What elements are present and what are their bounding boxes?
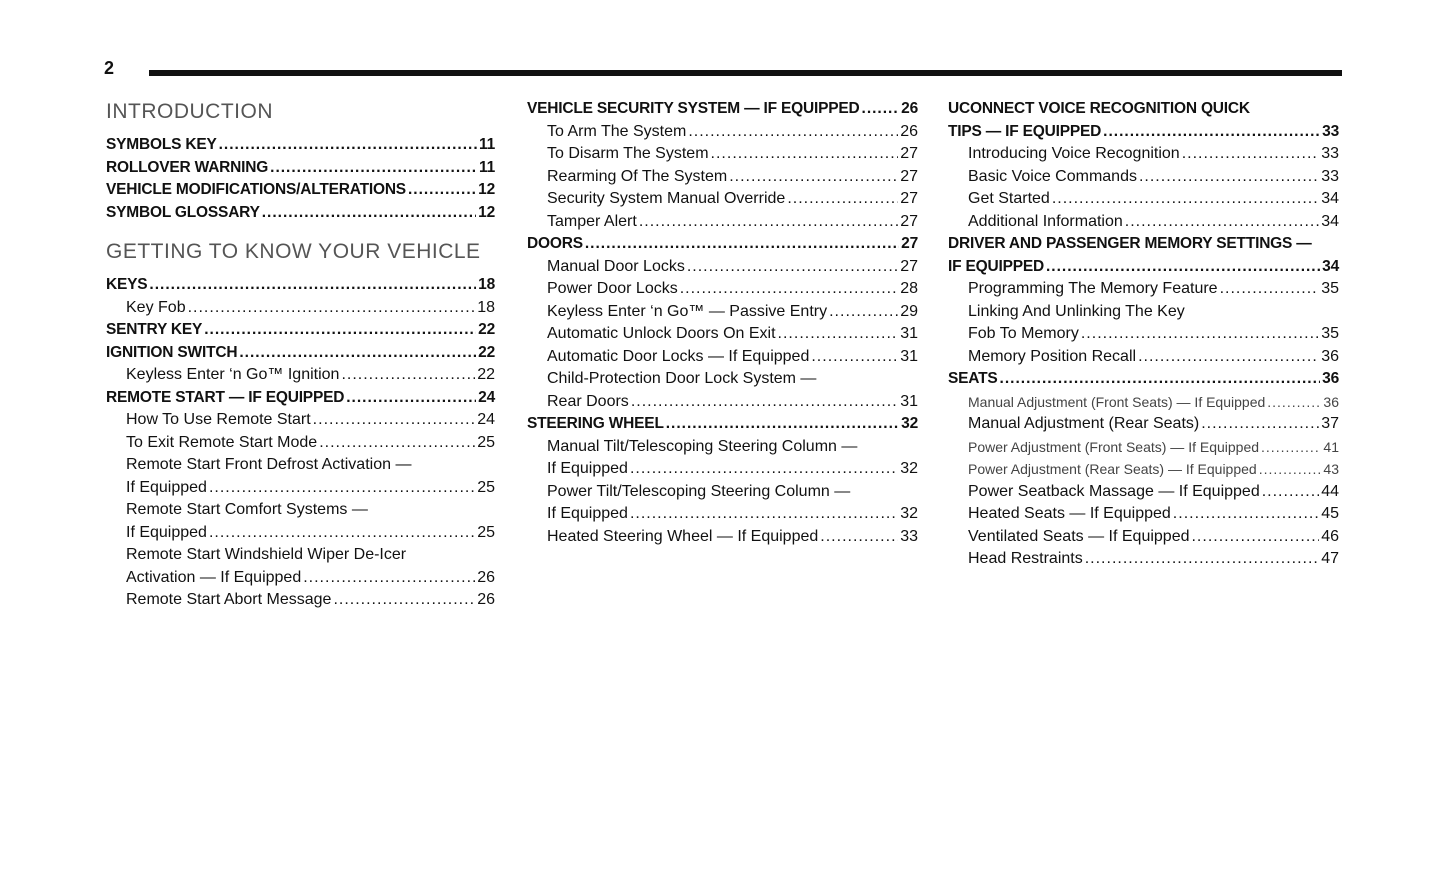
toc-entry-title: Keyless Enter ‘n Go™ Ignition [126, 366, 340, 383]
toc-entry-page: 22 [478, 321, 495, 338]
toc-entry-page: 26 [477, 568, 495, 586]
dot-leader [219, 134, 477, 157]
dot-leader [188, 297, 476, 320]
toc-entry-page: 12 [478, 203, 495, 221]
toc-entry-page: 18 [478, 276, 495, 293]
dot-leader [687, 256, 898, 279]
toc-entry-page: 27 [900, 190, 918, 207]
toc-list-introduction [106, 134, 495, 224]
toc-entry[interactable] [948, 413, 1339, 436]
dot-leader [1261, 436, 1321, 459]
toc-entry[interactable] [106, 432, 495, 455]
dot-leader [303, 567, 475, 590]
dot-leader [333, 589, 475, 612]
toc-entry-title: Key Fob [126, 298, 186, 316]
toc-list-column-2 [527, 98, 918, 548]
toc-entry[interactable] [106, 274, 495, 297]
dot-leader [313, 409, 476, 432]
toc-entry-page: 36 [1322, 370, 1339, 387]
toc-entry-title: Additional Information [968, 212, 1123, 230]
toc-entry-page: 33 [900, 527, 918, 545]
toc-entry[interactable] [948, 256, 1339, 279]
dot-leader [1103, 121, 1320, 144]
toc-entry-page: 28 [900, 280, 918, 297]
toc-entry-title: Fob To Memory [968, 325, 1079, 342]
toc-entry-title: DOORS [527, 235, 583, 252]
dot-leader [1125, 211, 1319, 234]
toc-entry-line: Manual Tilt/Telescoping Steering Column — [547, 437, 858, 455]
toc-entry-line: UCONNECT VOICE RECOGNITION QUICK [948, 100, 1250, 117]
toc-entry-title: Manual Adjustment (Front Seats) — If Equipped [968, 393, 1266, 410]
toc-entry[interactable] [106, 387, 495, 410]
toc-entry-line: Remote Start Comfort Systems — [126, 501, 368, 518]
toc-entry[interactable] [527, 188, 918, 211]
toc-entry-page: 12 [478, 181, 495, 198]
dot-leader [729, 166, 898, 189]
toc-entry[interactable] [106, 134, 495, 157]
toc-entry[interactable] [527, 233, 918, 256]
toc-entry-title: Rearming Of The System [547, 167, 728, 185]
dot-leader [1139, 166, 1319, 189]
toc-entry-line: Remote Start Front Defrost Activation — [126, 456, 412, 473]
toc-entry-title: SEATS [948, 370, 998, 387]
toc-entry[interactable] [527, 256, 918, 279]
toc-entry-page: 32 [900, 505, 918, 522]
toc-entry-page: 22 [478, 343, 495, 361]
toc-entry-title: To Arm The System [547, 122, 687, 140]
toc-entry[interactable] [948, 503, 1339, 526]
dot-leader [209, 522, 475, 545]
toc-entry-page: 27 [900, 212, 918, 230]
toc-entry-title: IF EQUIPPED [948, 257, 1044, 275]
toc-entry[interactable] [948, 188, 1339, 211]
dot-leader [639, 211, 898, 234]
toc-entry[interactable] [106, 409, 495, 432]
toc-entry[interactable] [106, 342, 495, 365]
toc-entry-title: REMOTE START — IF EQUIPPED [106, 388, 345, 406]
toc-entry-title: TIPS — IF EQUIPPED [948, 122, 1102, 140]
toc-entry-page: 35 [1321, 280, 1339, 297]
toc-entry[interactable] [527, 301, 918, 324]
toc-entry-title: SENTRY KEY [106, 321, 203, 338]
toc-entry[interactable] [948, 143, 1339, 166]
toc-entry-page: 27 [900, 145, 918, 162]
dot-leader [811, 346, 898, 369]
toc-entry-page: 43 [1323, 461, 1339, 477]
toc-entry-title: Security System Manual Override [547, 190, 786, 207]
toc-entry-title: KEYS [106, 276, 148, 293]
toc-entry[interactable] [527, 391, 918, 414]
toc-entry-title: To Disarm The System [547, 145, 709, 162]
toc-entry-page: 37 [1321, 415, 1339, 432]
toc-entry[interactable] [106, 202, 495, 225]
toc-entry[interactable] [948, 211, 1339, 234]
toc-entry-title: Power Adjustment (Rear Seats) — If Equipped [968, 461, 1257, 477]
dot-leader [1259, 458, 1322, 481]
toc-entry-page: 35 [1321, 325, 1339, 342]
toc-entry[interactable] [527, 323, 918, 346]
section-heading-getting-to-know: GETTING TO KNOW YOUR VEHICLE [106, 240, 481, 263]
toc-entry-title: Heated Seats — If Equipped [968, 505, 1171, 522]
dot-leader [1081, 323, 1319, 346]
toc-entry-page: 31 [900, 347, 918, 365]
toc-entry-page: 44 [1321, 482, 1339, 500]
section-heading-introduction: INTRODUCTION [106, 100, 273, 123]
toc-entry[interactable] [948, 548, 1339, 571]
dot-leader [820, 526, 898, 549]
toc-entry[interactable] [527, 503, 918, 526]
toc-entry-page: 22 [477, 366, 495, 383]
toc-entry-page: 32 [901, 415, 918, 432]
toc-entry-title: Remote Start Abort Message [126, 591, 332, 608]
toc-entry-page: 47 [1321, 550, 1339, 567]
toc-entry[interactable] [527, 211, 918, 234]
toc-entry-page: 11 [479, 136, 495, 153]
toc-entry-title: Manual Door Locks [547, 257, 685, 275]
toc-entry-line: DRIVER AND PASSENGER MEMORY SETTINGS — [948, 235, 1312, 252]
dot-leader [630, 503, 898, 526]
toc-entry-title: Head Restraints [968, 550, 1083, 567]
dot-leader [630, 458, 898, 481]
toc-entry-title: Get Started [968, 190, 1050, 207]
dot-leader [666, 413, 899, 436]
toc-entry[interactable] [948, 458, 1339, 481]
dot-leader [787, 188, 898, 211]
toc-entry-title: ROLLOVER WARNING [106, 158, 269, 176]
dot-leader [1173, 503, 1319, 526]
toc-entry-page: 24 [477, 411, 495, 428]
dot-leader [711, 143, 899, 166]
toc-entry-title: Manual Adjustment (Rear Seats) [968, 415, 1200, 432]
dot-leader [1191, 526, 1319, 549]
toc-entry-title: SYMBOL GLOSSARY [106, 203, 260, 221]
toc-entry-title: Power Adjustment (Front Seats) — If Equipped [968, 438, 1260, 455]
dot-leader [341, 364, 475, 387]
toc-entry[interactable] [948, 346, 1339, 369]
dot-leader [239, 342, 476, 365]
toc-entry-page: 45 [1321, 505, 1339, 522]
toc-entry[interactable] [527, 458, 918, 481]
toc-column-2 [527, 98, 918, 548]
dot-leader [778, 323, 899, 346]
toc-entry-title: Programming The Memory Feature [968, 280, 1218, 297]
toc-entry-title: Basic Voice Commands [968, 167, 1137, 185]
dot-leader [270, 157, 477, 180]
toc-entry[interactable] [106, 522, 495, 545]
toc-entry-title: How To Use Remote Start [126, 411, 311, 428]
dot-leader [585, 233, 899, 256]
toc-entry-title: Introducing Voice Recognition [968, 145, 1180, 162]
toc-entry-title: Keyless Enter ‘n Go™ — Passive Entry [547, 302, 828, 320]
dot-leader [1267, 391, 1321, 414]
dot-leader [1000, 368, 1321, 391]
toc-entry-page: 34 [1321, 190, 1339, 207]
toc-entry-page: 25 [477, 433, 495, 451]
toc-entry[interactable] [527, 346, 918, 369]
toc-entry-page: 33 [1321, 145, 1339, 162]
toc-entry[interactable] [527, 121, 918, 144]
toc-entry[interactable] [948, 278, 1339, 301]
toc-entry-title: VEHICLE MODIFICATIONS/ALTERATIONS [106, 181, 406, 198]
toc-entry-title: If Equipped [547, 460, 628, 477]
toc-entry[interactable] [106, 567, 495, 590]
toc-entry-page: 26 [477, 591, 495, 608]
dot-leader [319, 432, 475, 455]
dot-leader [149, 274, 476, 297]
toc-entry-page: 36 [1321, 347, 1339, 365]
toc-entry[interactable] [527, 278, 918, 301]
toc-entry-page: 27 [900, 257, 918, 275]
toc-entry-page: 25 [477, 523, 495, 541]
toc-list-column-3 [948, 98, 1339, 571]
toc-entry-line: Linking And Unlinking The Key [968, 302, 1185, 320]
dot-leader [1052, 188, 1319, 211]
toc-entry-title: If Equipped [126, 523, 207, 541]
toc-entry[interactable] [106, 589, 495, 612]
toc-entry[interactable] [948, 368, 1339, 391]
dot-leader [408, 179, 476, 202]
toc-column-1 [106, 98, 495, 612]
toc-entry-title: Heated Steering Wheel — If Equipped [547, 527, 819, 545]
toc-entry-title: Automatic Door Locks — If Equipped [547, 347, 810, 365]
dot-leader [688, 121, 898, 144]
toc-entry-title: SYMBOLS KEY [106, 136, 217, 153]
toc-entry[interactable] [948, 391, 1339, 414]
dot-leader [346, 387, 476, 410]
toc-entry-line: Remote Start Windshield Wiper De-Icer [126, 546, 407, 563]
dot-leader [1262, 481, 1319, 504]
dot-leader [1138, 346, 1319, 369]
toc-entry-title: If Equipped [126, 478, 207, 496]
dot-leader [1046, 256, 1320, 279]
toc-entry-page: 29 [900, 302, 918, 320]
toc-entry-page: 41 [1323, 438, 1339, 455]
toc-entry-title: Memory Position Recall [968, 347, 1137, 365]
toc-entry-page: 24 [478, 388, 495, 406]
dot-leader [680, 278, 898, 301]
toc-entry-page: 33 [1321, 167, 1339, 185]
toc-entry[interactable] [106, 179, 495, 202]
toc-entry-title: Ventilated Seats — If Equipped [968, 527, 1190, 545]
toc-entry-page: 36 [1323, 393, 1339, 410]
toc-entry-page: 31 [900, 325, 918, 342]
toc-entry[interactable] [527, 413, 918, 436]
toc-entry[interactable] [948, 436, 1339, 459]
toc-entry[interactable] [527, 143, 918, 166]
toc-entry-page: 31 [900, 392, 918, 410]
toc-entry[interactable] [948, 323, 1339, 346]
dot-leader [262, 202, 476, 225]
toc-entry-page: 34 [1322, 257, 1339, 275]
header-rule [149, 70, 1342, 76]
toc-entry[interactable] [948, 526, 1339, 549]
toc-entry-page: 11 [479, 158, 495, 176]
toc-entry-line: Child-Protection Door Lock System — [547, 370, 817, 387]
dot-leader [862, 98, 900, 121]
toc-entry[interactable] [106, 364, 495, 387]
toc-entry-title: Power Door Locks [547, 280, 678, 297]
dot-leader [1201, 413, 1319, 436]
toc-entry-page: 46 [1321, 527, 1339, 545]
toc-entry[interactable] [527, 98, 918, 121]
toc-entry-title: VEHICLE SECURITY SYSTEM — IF EQUIPPED [527, 100, 860, 117]
toc-entry-page: 27 [900, 167, 918, 185]
dot-leader [829, 301, 898, 324]
toc-entry[interactable] [948, 166, 1339, 189]
toc-entry[interactable] [106, 319, 495, 342]
dot-leader [204, 319, 476, 342]
dot-leader [1220, 278, 1320, 301]
toc-entry-page: 26 [900, 122, 918, 140]
dot-leader [631, 391, 898, 414]
toc-column-3 [948, 98, 1339, 571]
toc-entry[interactable] [106, 157, 495, 180]
toc-entry-title: Power Seatback Massage — If Equipped [968, 482, 1260, 500]
toc-entry-title: STEERING WHEEL [527, 415, 664, 432]
toc-entry[interactable] [527, 526, 918, 549]
toc-entry[interactable] [948, 481, 1339, 504]
dot-leader [1182, 143, 1320, 166]
toc-entry-title: To Exit Remote Start Mode [126, 433, 318, 451]
toc-entry-line: Power Tilt/Telescoping Steering Column — [547, 482, 851, 500]
toc-entry-title: Activation — If Equipped [126, 568, 302, 586]
toc-entry-page: 25 [477, 478, 495, 496]
toc-entry-title: IGNITION SWITCH [106, 343, 238, 361]
toc-entry-page: 18 [477, 298, 495, 316]
toc-entry-title: If Equipped [547, 505, 628, 522]
page-number: 2 [104, 58, 115, 78]
dot-leader [1085, 548, 1319, 571]
toc-entry-page: 27 [901, 235, 918, 252]
toc-entry-title: Rear Doors [547, 392, 629, 410]
toc-list-getting-to-know [106, 274, 495, 612]
toc-entry-page: 26 [901, 100, 918, 117]
dot-leader [209, 477, 475, 500]
toc-entry-title: Tamper Alert [547, 212, 637, 230]
toc-entry[interactable] [106, 477, 495, 500]
toc-entry[interactable] [527, 166, 918, 189]
toc-entry[interactable] [106, 297, 495, 320]
toc-entry-page: 32 [900, 460, 918, 477]
toc-entry[interactable] [948, 121, 1339, 144]
toc-entry-page: 34 [1321, 212, 1339, 230]
toc-entry-page: 33 [1322, 122, 1339, 140]
toc-entry-title: Automatic Unlock Doors On Exit [547, 325, 776, 342]
